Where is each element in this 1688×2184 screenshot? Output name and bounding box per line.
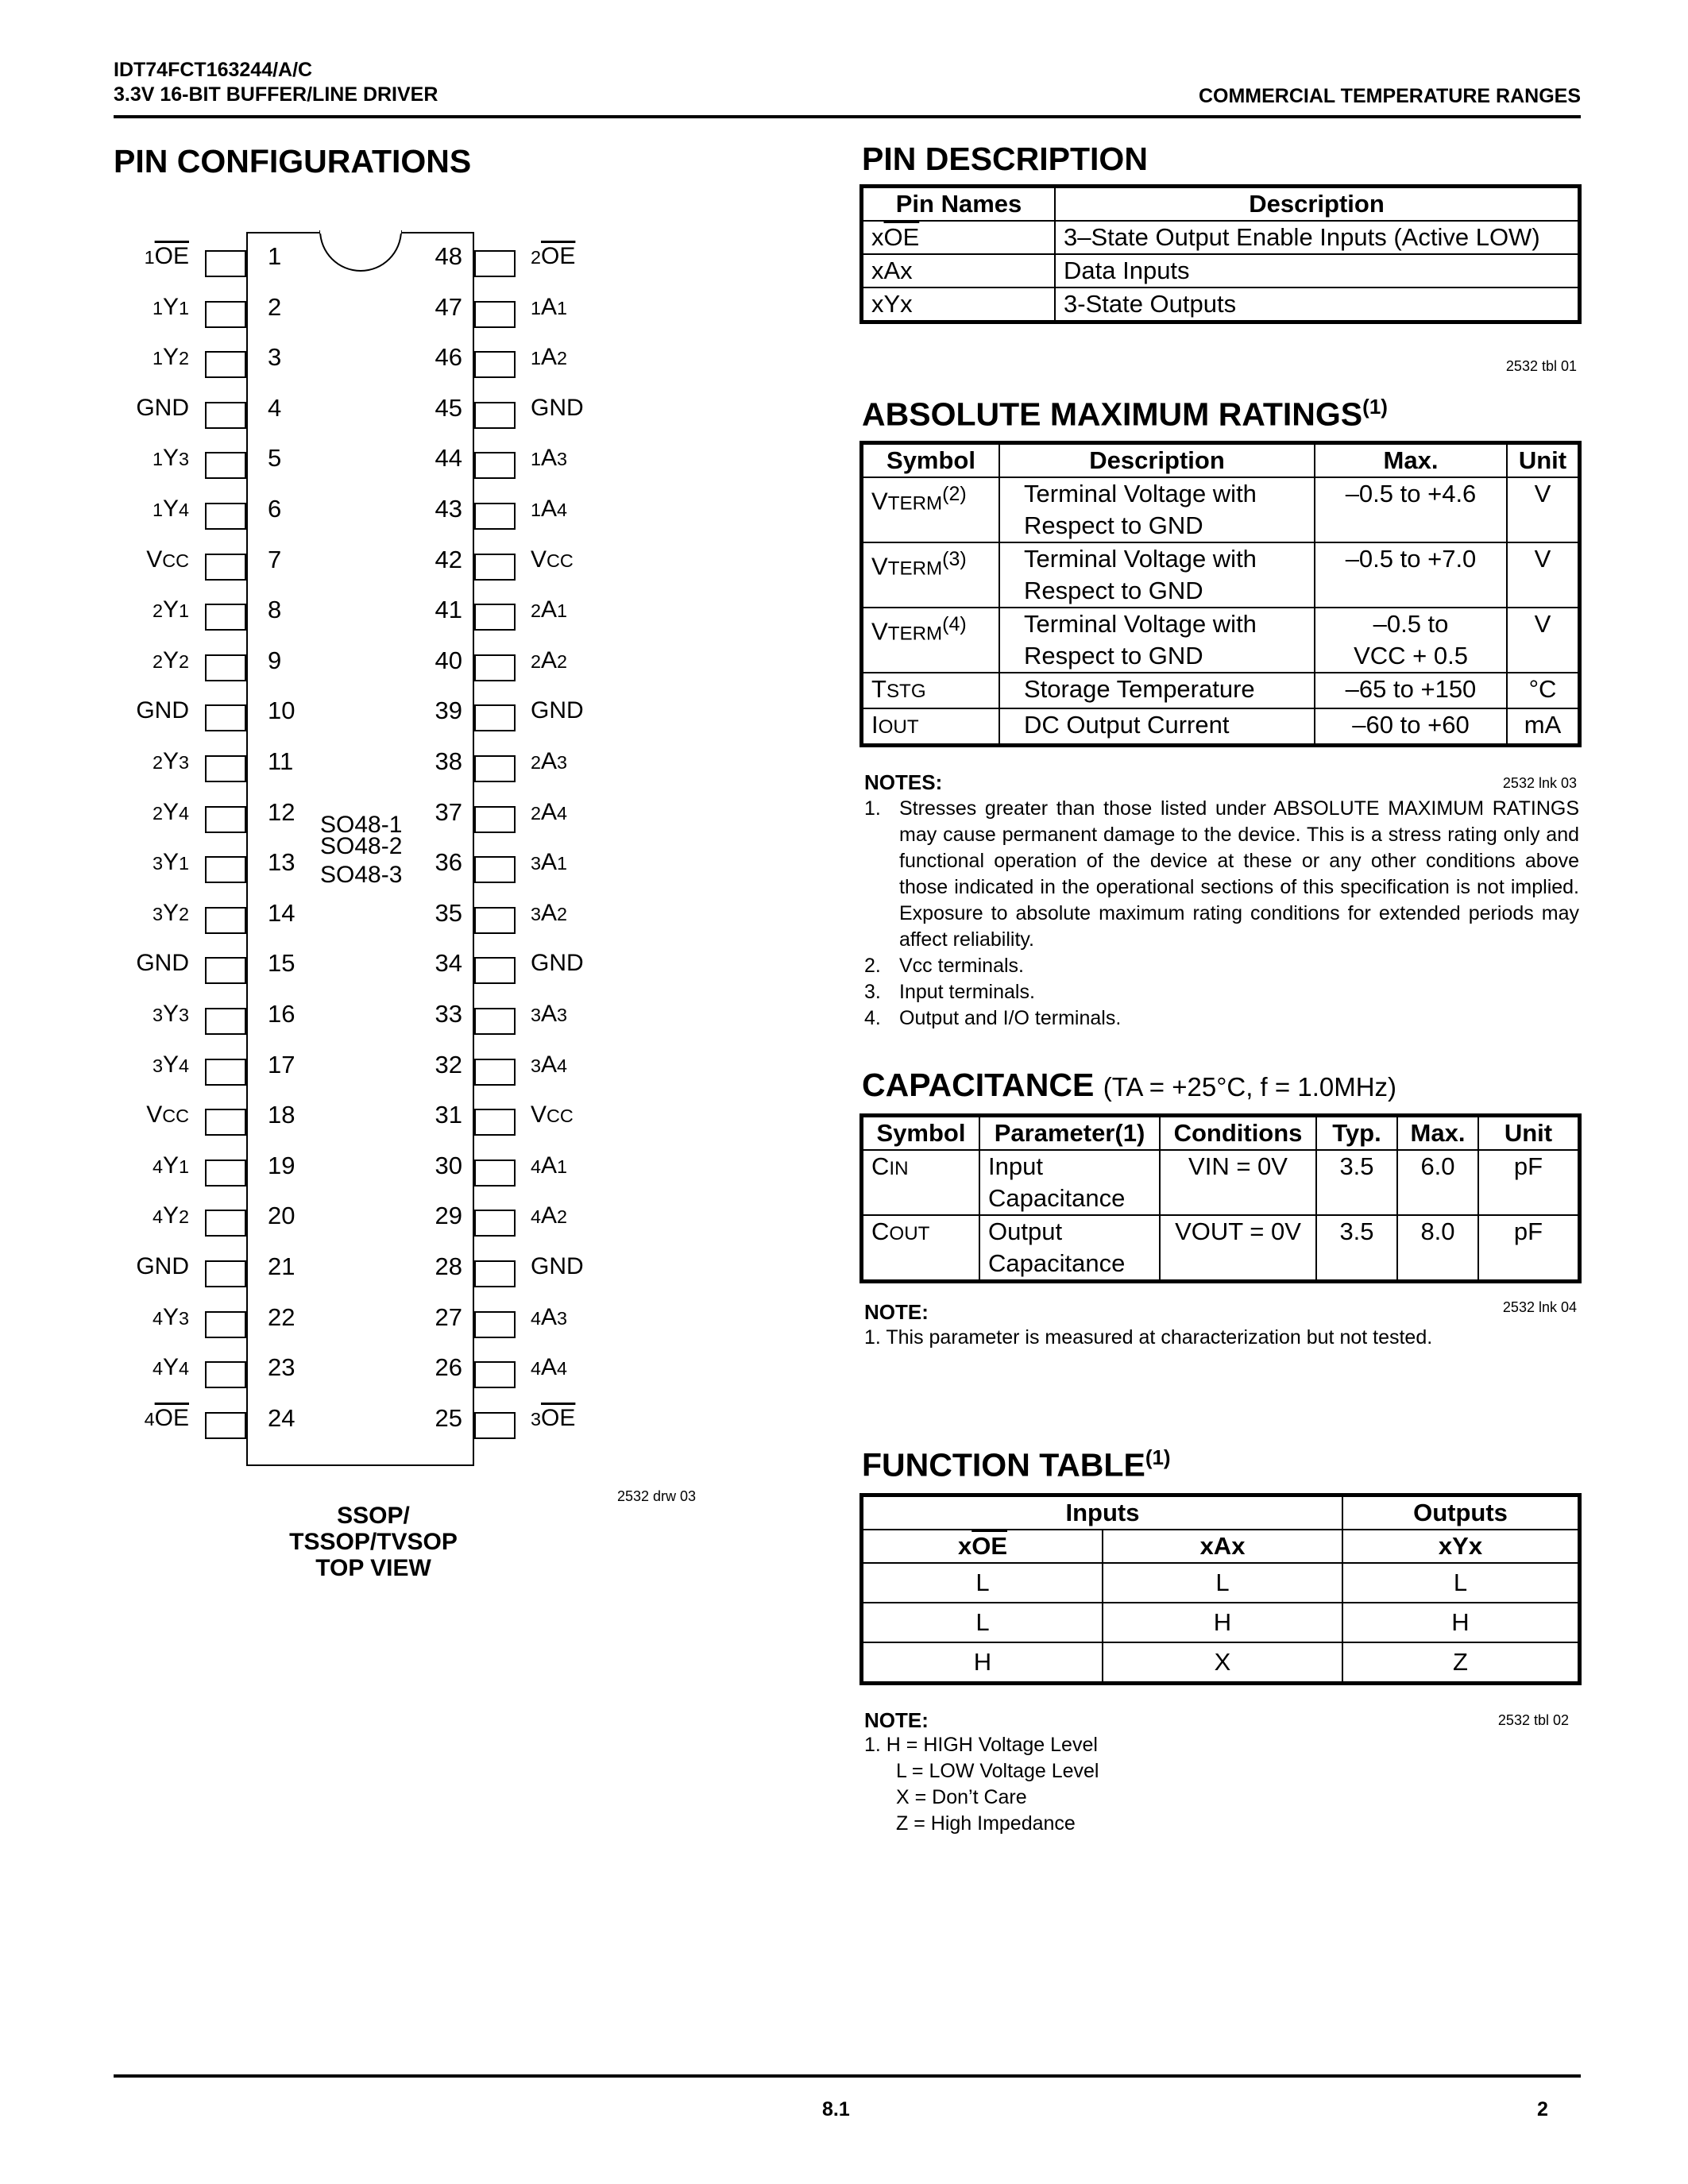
pd-name-cell: xYx [863, 287, 1055, 321]
pin-label: 2A1 [531, 596, 568, 623]
footer-page-number: 2 [1537, 2098, 1548, 2120]
pin-number: 29 [435, 1202, 462, 1230]
pin-lead [474, 856, 516, 883]
pin-number: 19 [268, 1151, 295, 1179]
pin-description-table [862, 187, 1579, 322]
pin-label: 2Y2 [152, 646, 189, 673]
table-row [863, 287, 1578, 321]
pin-number: 41 [435, 596, 462, 624]
pin-lead [205, 452, 246, 479]
pin-label: 1A3 [531, 445, 568, 472]
pin-number: 13 [268, 848, 295, 877]
pin-lead [474, 1361, 516, 1388]
pd-name-cell: $x\overline{OE}$ [863, 221, 1055, 254]
pin-lead [474, 604, 516, 631]
pin-number: 17 [268, 1050, 295, 1078]
pin-lead [205, 1260, 246, 1287]
function-table-ref: 2532 tbl 02 [1497, 1712, 1569, 1728]
pin-number: 21 [268, 1252, 295, 1280]
pin-label: 2Y1 [152, 596, 189, 623]
pin-lead [474, 704, 516, 731]
table-row: VTERM$^{(2)}$ Terminal Voltage with Respect to GND –0.5 to +4.6 V [863, 477, 1578, 542]
pin-description-title: PIN DESCRIPTION [862, 141, 1148, 177]
pin-lead [205, 1361, 246, 1388]
pin-lead [474, 654, 516, 681]
pin-lead [474, 351, 516, 378]
pin-number: 48 [435, 242, 462, 270]
pin-lead [474, 806, 516, 833]
pin-number: 36 [435, 848, 462, 877]
pin-number: 39 [435, 696, 462, 725]
pin-number: 3 [268, 343, 282, 372]
pin-lead [205, 957, 246, 984]
pin-number: 44 [435, 444, 462, 473]
pin-lead [205, 1059, 246, 1086]
pin-label: VCC [146, 1102, 189, 1129]
capacitance-note-label: NOTE: [864, 1300, 929, 1324]
header-rule [114, 115, 1581, 118]
footer-rule [114, 2074, 1581, 2078]
pin-label: $4\overline{OE}$ [144, 1404, 189, 1431]
pin-label: 2A4 [531, 798, 568, 825]
pin-number: 11 [268, 747, 294, 775]
pin-lead [205, 654, 246, 681]
pin-lead [474, 301, 516, 328]
table-row: COUT Output Capacitance VOUT = 0V 3.5 8.0 pF [863, 1215, 1578, 1280]
abs-max-ref: 2532 lnk 03 [1502, 775, 1577, 791]
pd-header-desc: Description [1055, 187, 1578, 221]
pin-number: 7 [268, 545, 282, 573]
pin-lead [205, 1109, 246, 1136]
pin-label: GND [531, 950, 584, 977]
pin-lead [205, 1311, 246, 1338]
pin-lead [205, 301, 246, 328]
pin-label: 1A2 [531, 344, 568, 371]
pin-number: 40 [435, 646, 462, 674]
pin-number: 6 [268, 495, 282, 523]
pin-lead [474, 957, 516, 984]
pin-label: 2Y4 [152, 798, 189, 825]
table-row: VTERM$^{(4)}$ Terminal Voltage with Respect to GND –0.5 to VCC + 0.5 V [863, 608, 1578, 673]
pin-lead [205, 704, 246, 731]
pin-label: 3Y1 [152, 849, 189, 876]
pin-lead [474, 503, 516, 530]
pin-lead [474, 755, 516, 782]
table-row [863, 221, 1578, 254]
pin-label: 3A2 [531, 899, 568, 926]
pin-label: $2\overline{OE}$ [531, 243, 576, 269]
pin-number: 45 [435, 393, 462, 422]
header-subtitle: 3.3V 16-BIT BUFFER/LINE DRIVER [114, 83, 438, 106]
abs-max-table: Symbol Description Max. Unit VTERM$^{(2)}$ Terminal Voltage with Respect to GND –0.5 to +4.6 V VTERM$^{(3)}$ Terminal Voltage with Respect to GND –0.5 to +7.0 V VTERM$^{(4)}$ Terminal Voltage with Respect to GND –0.5 to VCC + 0.5 V TSTG Storage Temperature –65 to +150 °C IOUT DC Output Current –60 to +60 mA [862, 443, 1579, 745]
pin-lead [205, 1210, 246, 1237]
table-row: TSTG Storage Temperature –65 to +150 °C [863, 673, 1578, 708]
table-row: IOUT DC Output Current –60 to +60 mA [863, 708, 1578, 744]
pin-lead [474, 1008, 516, 1035]
pin-number: 24 [268, 1403, 295, 1432]
pin-label: 4A4 [531, 1354, 568, 1381]
pin-label: 4A2 [531, 1202, 568, 1229]
pin-number: 8 [268, 596, 282, 624]
pin-lead [474, 1059, 516, 1086]
pin-lead [474, 907, 516, 934]
pin-lead [205, 250, 246, 277]
pin-lead [474, 1160, 516, 1187]
table-row: CIN Input Capacitance VIN = 0V 3.5 6.0 pF [863, 1150, 1578, 1215]
pin-number: 14 [268, 898, 295, 927]
pin-lead [205, 351, 246, 378]
pin-label: GND [531, 394, 584, 421]
pin-label: 2Y3 [152, 748, 189, 774]
pin-number: 20 [268, 1202, 295, 1230]
package-code-2: SO48-2 [320, 833, 403, 859]
view-caption: SSOP/ TSSOP/TVSOP TOP VIEW [289, 1503, 458, 1581]
pin-label: 3Y3 [152, 1001, 189, 1027]
pin-lead [205, 1160, 246, 1187]
pin-number: 30 [435, 1151, 462, 1179]
function-table-title: FUNCTION TABLE$^{(1)}$ [862, 1445, 1171, 1484]
pin-number: 46 [435, 343, 462, 372]
pin-label: 1Y4 [152, 496, 189, 522]
pin-lead [205, 604, 246, 631]
drawing-ref: 2532 drw 03 [617, 1488, 697, 1504]
pin-number: 18 [268, 1101, 295, 1129]
pin-number: 38 [435, 747, 462, 775]
pin-label: 1Y3 [152, 445, 189, 472]
pin-label: VCC [531, 1102, 574, 1129]
pin-label: VCC [146, 546, 189, 573]
pin-lead [205, 1008, 246, 1035]
pin-lead [205, 503, 246, 530]
pin-number: 5 [268, 444, 282, 473]
function-table-note-label: NOTE: [864, 1708, 929, 1732]
pd-desc-cell: 3–State Output Enable Inputs (Active LOW) [1055, 221, 1578, 254]
package-code-1: SO48-1 [320, 812, 403, 838]
pin-label: $3\overline{OE}$ [531, 1404, 576, 1431]
pin-label: 3Y4 [152, 1051, 189, 1078]
pin-number: 16 [268, 1000, 295, 1028]
table-row [863, 254, 1578, 287]
pin-label: $1\overline{OE}$ [144, 243, 189, 269]
pin-label: 4Y1 [152, 1152, 189, 1179]
pin-lead [205, 402, 246, 429]
pd-header-names: Pin Names [863, 187, 1055, 221]
pd-desc-cell: Data Inputs [1055, 254, 1578, 287]
pin-label: 4Y2 [152, 1202, 189, 1229]
pin-lead [205, 554, 246, 581]
pin-label: 2A2 [531, 646, 568, 673]
pin-lead [205, 856, 246, 883]
pin-number: 35 [435, 898, 462, 927]
pin-number: 34 [435, 949, 462, 978]
table-row: L H H [863, 1603, 1578, 1642]
pin-lead [205, 806, 246, 833]
abs-max-notes-label: NOTES: [864, 770, 943, 794]
pin-label: GND [136, 950, 189, 977]
pin-number: 10 [268, 696, 295, 725]
pin-number: 28 [435, 1252, 462, 1280]
pin-number: 22 [268, 1302, 295, 1331]
pin-label: 1Y1 [152, 293, 189, 320]
capacitance-note: 1. This parameter is measured at characterization but not tested. [864, 1326, 1433, 1349]
pd-desc-cell: 3-State Outputs [1055, 287, 1578, 321]
pin-number: 42 [435, 545, 462, 573]
pin-lead [474, 1210, 516, 1237]
table-row: VTERM$^{(3)}$ Terminal Voltage with Respect to GND –0.5 to +7.0 V [863, 542, 1578, 608]
table-row: L L L [863, 1563, 1578, 1603]
abs-max-title: ABSOLUTE MAXIMUM RATINGS$^{(1)}$ [862, 395, 1388, 433]
pin-label: 3Y2 [152, 899, 189, 926]
pin-label: GND [136, 394, 189, 421]
pin-label: 1Y2 [152, 344, 189, 371]
pin-number: 23 [268, 1353, 295, 1382]
pin-number: 15 [268, 949, 295, 978]
pin-lead [474, 250, 516, 277]
capacitance-title: CAPACITANCE (TA = +25°C, f = 1.0MHz) [862, 1067, 1397, 1103]
pin-label: 3A4 [531, 1051, 568, 1078]
pin-lead [205, 1412, 246, 1439]
pin-lead [474, 1260, 516, 1287]
pin-lead [474, 1311, 516, 1338]
pin-label: VCC [531, 546, 574, 573]
pin-number: 25 [435, 1403, 462, 1432]
pin-number: 37 [435, 797, 462, 826]
pin-label: GND [136, 697, 189, 724]
pin-lead [205, 907, 246, 934]
pin-label: GND [531, 1253, 584, 1279]
pin-label: 4Y3 [152, 1303, 189, 1330]
pin-label: 3A1 [531, 849, 568, 876]
pin-number: 9 [268, 646, 282, 674]
function-table-notes: 1. H = HIGH Voltage Level L = LOW Voltage Level X = Don’t Care Z = High Impedance [864, 1734, 1099, 1835]
pin-label: GND [531, 697, 584, 724]
table-row: H X Z [863, 1642, 1578, 1682]
pin-number: 4 [268, 393, 282, 422]
pin-label: 4Y4 [152, 1354, 189, 1381]
pin-number: 27 [435, 1302, 462, 1331]
pin-number: 2 [268, 292, 282, 321]
pd-name-cell: xAx [863, 254, 1055, 287]
capacitance-ref: 2532 lnk 04 [1502, 1299, 1577, 1315]
pin-label: 4A3 [531, 1303, 568, 1330]
pin-label: 1A4 [531, 496, 568, 522]
pd-ref: 2532 tbl 01 [1505, 358, 1577, 374]
pin-number: 32 [435, 1050, 462, 1078]
pin-label: 4A1 [531, 1152, 568, 1179]
package-code-3: SO48-3 [320, 862, 403, 888]
pin-number: 1 [268, 242, 282, 270]
header-part-number: IDT74FCT163244/A/C [114, 59, 313, 81]
pin-label: GND [136, 1253, 189, 1279]
footer-section: 8.1 [822, 2098, 850, 2120]
pin-lead [474, 1412, 516, 1439]
pin-lead [474, 402, 516, 429]
pin-number: 26 [435, 1353, 462, 1382]
pin-lead [474, 554, 516, 581]
pin-label: 1A1 [531, 293, 568, 320]
pin-number: 12 [268, 797, 295, 826]
pin-config-title: PIN CONFIGURATIONS [114, 143, 472, 179]
header-right: COMMERCIAL TEMPERATURE RANGES [1198, 85, 1581, 107]
pin-number: 33 [435, 1000, 462, 1028]
abs-max-notes: 1. Stresses greater than those listed under ABSOLUTE MAXIMUM RATINGS may cause permanent damage to the device. This is a stress rating only and functional operation of the device at these or any other conditions above those indicated in the operational sections of this specification is not implied. Exposure to absolute maximum rating conditions for extended periods may affect reliability. 2. Vcc terminals. 3. Input terminals. 4. Output and I/O terminals. [864, 797, 1579, 1029]
pin-number: 47 [435, 292, 462, 321]
function-table: Inputs Outputs $x\overline{OE}$ xAx xYx L L L L H H H X Z [862, 1495, 1579, 1683]
pin-number: 43 [435, 495, 462, 523]
pin-label: 2A3 [531, 748, 568, 774]
capacitance-table: Symbol Parameter(1) Conditions Typ. Max. Unit CIN Input Capacitance VIN = 0V 3.5 6.0 pF COUT Output Capacitance VOUT = 0V 3.5 8.0 pF [862, 1116, 1579, 1281]
pin-lead [205, 755, 246, 782]
pin-number: 31 [435, 1101, 462, 1129]
pin-label: 3A3 [531, 1001, 568, 1027]
pin-lead [474, 452, 516, 479]
pin-lead [474, 1109, 516, 1136]
